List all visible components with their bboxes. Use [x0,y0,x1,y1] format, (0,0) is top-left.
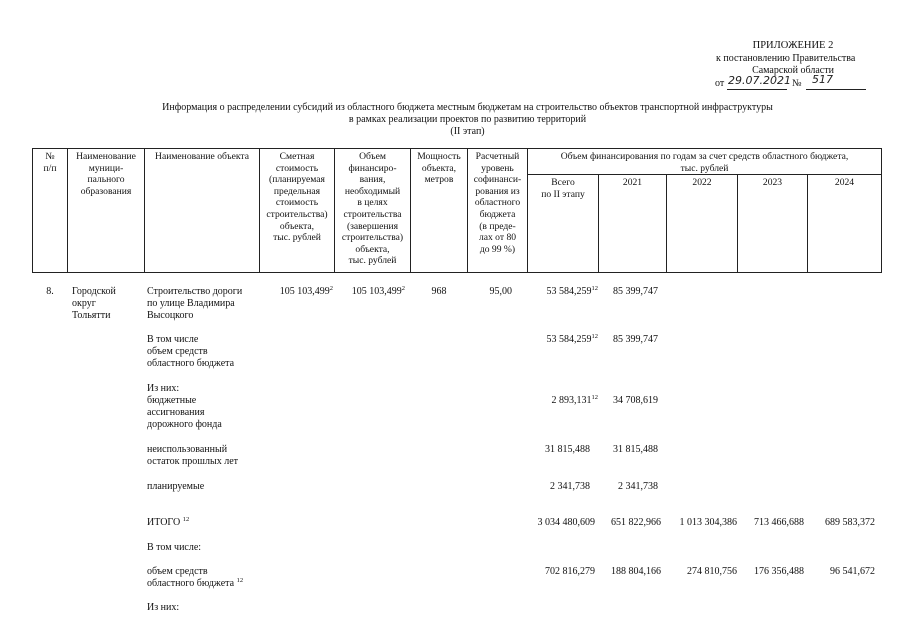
row-2022: 274 810,756 [687,566,737,577]
row-label: неиспользованный остаток прошлых лет [147,444,239,467]
row-num: 8. [46,286,54,297]
header-2024: 2024 [834,177,855,188]
doc-title-line1: Информация о распределении субсидий из областного бюджета местным бюджетам на строительство объектов транспортной инфраструктуры [162,102,773,113]
header-num: № п/п [43,151,57,174]
row-financing-volume: 105 103,499$^2$ [351,285,405,297]
header-capacity: Мощность объекта, метров [417,151,461,186]
row-label: объем средств областного бюджета $^{12}$ [147,566,244,589]
row-label: Строительство дороги по улице Владимира Высоцкого [147,286,243,321]
row-estimated-cost: 105 103,499$^2$ [279,285,333,297]
header-financing-volume: Объем финансиро- вания, необходимый в целях строительства (завершения строительства) объекта, тыс. рублей [341,151,404,267]
row-2021: 31 815,488 [613,444,658,455]
row-2022: 1 013 304,386 [679,517,737,528]
row-municipality: Городской округ Тольятти [72,286,116,321]
appendix-date: 29.07.2021 [728,74,791,87]
row-label: Из них: бюджетные ассигнования дорожного фонда [147,383,222,430]
row-2021: 85 399,747 [613,286,658,297]
row-2021: 188 804,166 [611,566,661,577]
row-total: 31 815,488 [545,444,590,455]
row-total: 2 341,738 [550,481,590,492]
doc-title-line3: (II этап) [450,126,485,137]
row-total: 2 893,131$^{12}$ [551,394,598,406]
header-municipality: Наименование муници- пального образования [76,151,136,197]
row-capacity: 968 [431,286,447,297]
row-2024: 689 583,372 [825,517,875,528]
appendix-number-label: № [792,78,802,89]
row-2021: 85 399,747 [613,334,658,345]
header-2021: 2021 [622,177,643,188]
row-total: 3 034 480,609 [537,517,595,528]
header-2023: 2023 [762,177,783,188]
date-underline [727,89,787,90]
row-cofinancing: 95,00 [489,286,512,297]
row-label: В том числе объем средств областного бюджета [147,334,235,369]
appendix-line1: к постановлению Правительства [716,53,856,64]
header-total: Всего по II этапу [541,177,585,200]
header-object: Наименование объекта [155,151,249,162]
doc-title-line2: в рамках реализации проектов по развитию территорий [348,114,587,125]
row-total: 702 816,279 [545,566,595,577]
row-2023: 176 356,488 [754,566,804,577]
row-2021: 651 822,966 [611,517,661,528]
row-label: ИТОГО $^{12}$ [147,516,190,528]
header-years-group: Объем финансирования по годам за счет средств областного бюджета, тыс. рублей [560,151,849,174]
appendix-number: 517 [812,73,833,86]
row-label: В том числе: [147,542,202,553]
header-2022: 2022 [692,177,712,188]
row-2023: 713 466,688 [754,517,804,528]
appendix-from-label: от [715,78,725,89]
row-2021: 34 708,619 [613,395,658,406]
row-total: 53 584,259$^{12}$ [546,285,598,297]
header-cofinancing: Расчетный уровень софинанси- рования из областного бюджета (в преде- лах от 80 до 99 %) [473,151,522,255]
row-total: 53 584,259$^{12}$ [546,333,598,345]
header-estimated-cost: Сметная стоимость (планируемая предельная стоимость строительства) объекта, тыс. рублей [266,151,328,244]
row-2021: 2 341,738 [618,481,658,492]
appendix-line2: Самарской области [752,65,834,76]
row-label: Из них: [147,602,180,613]
number-underline [806,89,866,90]
appendix-title: ПРИЛОЖЕНИЕ 2 [752,40,834,51]
row-2024: 96 541,672 [830,566,875,577]
row-label: планируемые [147,481,205,492]
